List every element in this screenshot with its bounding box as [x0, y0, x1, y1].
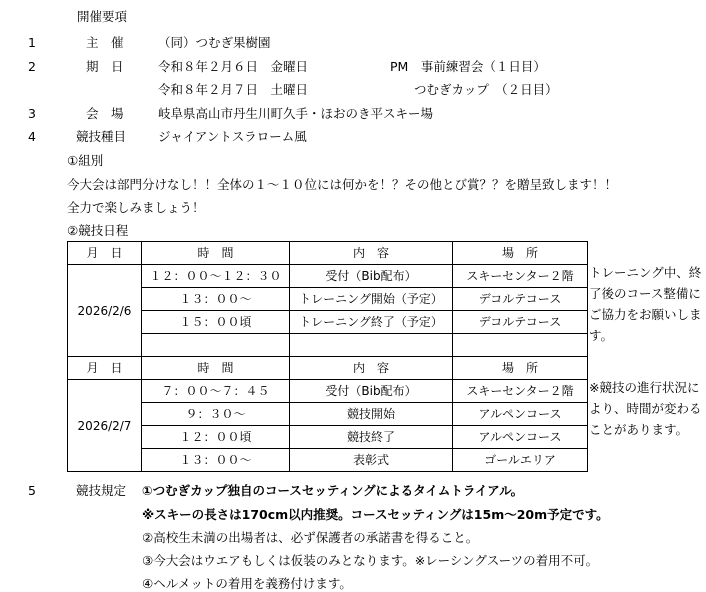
- section-label-event: 競技種目: [76, 129, 127, 144]
- table-cell-place: スキーセンター２階: [453, 265, 588, 288]
- section-label-venue: 会 場: [86, 106, 124, 121]
- table-cell-content: 受付（Bib配布）: [290, 265, 453, 288]
- section-label-organizer: 主 催: [86, 35, 124, 50]
- table-cell-place: デコルテコース: [453, 311, 588, 334]
- table-cell-time: ９：３０〜: [142, 403, 290, 426]
- table-cell-empty: [290, 334, 453, 357]
- table-row: [68, 288, 588, 311]
- day2-date: 2026/2/7: [68, 380, 142, 472]
- header-date: 月 日: [68, 357, 142, 380]
- table-row: [68, 311, 588, 334]
- section-value-venue: 岐阜県高山市丹生川町久手・ほおのき平スキー場: [158, 106, 434, 121]
- header-place: 場 所: [453, 357, 588, 380]
- table-header-row-2: [68, 357, 588, 380]
- table-cell-content: 受付（Bib配布）: [290, 380, 453, 403]
- table-cell-place: ゴールエリア: [453, 449, 588, 472]
- section-label-rules: 競技規定: [76, 483, 127, 498]
- section-number-2: 2: [28, 59, 36, 74]
- category-heading: ①組別: [67, 153, 104, 168]
- table-cell-content: 競技終了: [290, 426, 453, 449]
- section-value-date-2: 令和８年２月７日 土曜日: [158, 82, 309, 97]
- table-cell-time: ７：００〜７：４５: [142, 380, 290, 403]
- schedule-note-2: ※競技の進行状況により、時間が変わることがあります。: [589, 380, 702, 437]
- table-cell-empty: [453, 334, 588, 357]
- document-title: 開催要項: [77, 9, 128, 24]
- section-number-4: 4: [28, 129, 36, 144]
- table-cell-place: スキーセンター２階: [453, 380, 588, 403]
- rule-ski-length: ※スキーの長さは170cm以内推奨。コースセッティングは15m〜20m予定です。: [142, 507, 609, 522]
- table-cell-time: １３：００〜: [142, 288, 290, 311]
- table-row: [68, 449, 588, 472]
- section-number-5: 5: [28, 483, 36, 498]
- table-cell-time: １５：００頃: [142, 311, 290, 334]
- table-cell-time: １２：００〜１２：３０: [142, 265, 290, 288]
- table-cell-empty: [142, 334, 290, 357]
- rule-3: ③今大会はウエアもしくは仮装のみとなります。※レーシングスーツの着用不可。: [142, 553, 599, 568]
- section-label-date: 期 日: [86, 59, 124, 74]
- header-date: 月 日: [68, 242, 142, 265]
- table-cell-time: １３：００〜: [142, 449, 290, 472]
- table-row: [68, 426, 588, 449]
- table-row: [68, 403, 588, 426]
- section-event-1: PM 事前練習会（１日目）: [390, 59, 546, 74]
- section-event-2: つむぎカップ （２日目）: [414, 82, 558, 97]
- header-time: 時 間: [142, 357, 290, 380]
- table-cell-content: 表彰式: [290, 449, 453, 472]
- rule-4: ④ヘルメットの着用を義務付けます。: [142, 576, 352, 591]
- table-row: [68, 265, 588, 288]
- table-cell-place: アルペンコース: [453, 426, 588, 449]
- rule-1: ①つむぎカップ独自のコースセッティングによるタイムトライアル。: [142, 483, 524, 498]
- section-value-date-1: 令和８年２月６日 金曜日: [158, 59, 309, 74]
- table-cell-time: １２：００頃: [142, 426, 290, 449]
- table-cell-content: トレーニング終了（予定）: [290, 311, 453, 334]
- section-number-3: 3: [28, 106, 36, 121]
- table-row-empty: [68, 334, 588, 357]
- rule-2: ②高校生未満の出場者は、必ず保護者の承諾書を得ること。: [142, 530, 479, 545]
- schedule-table: [67, 241, 588, 472]
- table-cell-place: アルペンコース: [453, 403, 588, 426]
- header-time: 時 間: [142, 242, 290, 265]
- section-value-organizer: （同）つむぎ果樹園: [158, 35, 271, 50]
- table-cell-content: 競技開始: [290, 403, 453, 426]
- category-line-2: 全力で楽しみましょう！: [67, 200, 205, 215]
- section-number-1: 1: [28, 35, 36, 50]
- table-header-row: [68, 242, 588, 265]
- section-value-event: ジャイアントスラローム風: [158, 129, 307, 144]
- schedule-note-1: トレーニング中、終了後のコース整備にご協力をお願いします。: [589, 265, 702, 343]
- header-content: 内 容: [290, 242, 453, 265]
- schedule-heading: ②競技日程: [67, 223, 129, 238]
- table-cell-place: デコルテコース: [453, 288, 588, 311]
- category-line-1: 今大会は部門分けなし！！全体の１〜１０位には何かを！？その他とび賞？？を贈呈致します！！: [67, 177, 618, 192]
- day1-date: 2026/2/6: [68, 265, 142, 357]
- table-row: [68, 380, 588, 403]
- header-content: 内 容: [290, 357, 453, 380]
- table-cell-content: トレーニング開始（予定）: [290, 288, 453, 311]
- header-place: 場 所: [453, 242, 588, 265]
